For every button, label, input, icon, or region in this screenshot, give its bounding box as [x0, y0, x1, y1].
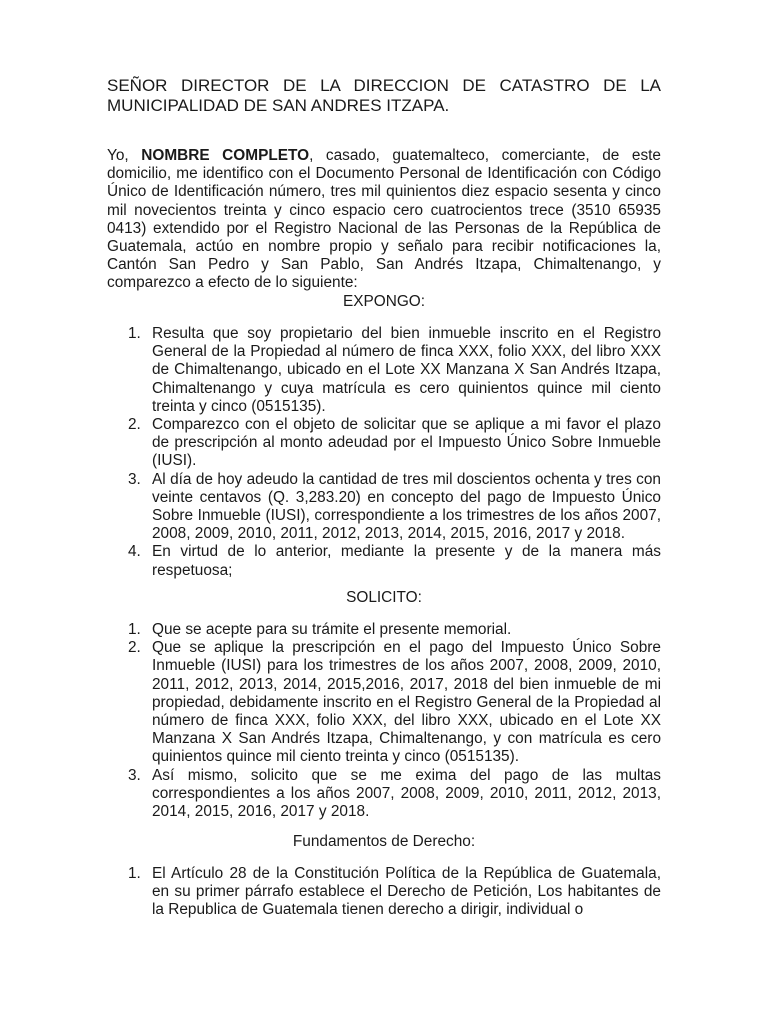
heading-line-1: SEÑOR DIRECTOR DE LA DIRECCION DE CATASTRO DE LA — [107, 76, 661, 95]
list-item — [107, 639, 661, 766]
list-item — [107, 325, 661, 416]
intro-prefix: Yo, — [107, 147, 142, 164]
list-item-number: 2. — [128, 639, 141, 657]
solicito-list — [107, 621, 661, 821]
document-heading — [107, 76, 661, 116]
list-item-number: 1. — [128, 325, 141, 342]
list-item-text: Comparezco con el objeto de solicitar que se aplique a mi favor el plazo de prescripción al monto adeudad por el Impuesto Único Sobre Inmueble (IUSI). — [152, 416, 661, 470]
expongo-list — [107, 325, 661, 580]
solicito-title: SOLICITO: — [346, 589, 422, 606]
fundamentos-title: Fundamentos de Derecho: — [292, 833, 476, 850]
list-item-text: Al día de hoy adeudo la cantidad de tres mil doscientos ochenta y tres con veinte centavos (Q. 3,283.20) en concepto del pago de Impuesto Único Sobre Inmueble (IUSI), correspondiente a los trimestres de los años 2007, 2008, 2009, 2010, 2011, 2012, 2013, 2014, 2015, 2016, 2017 y 2018. — [152, 470, 661, 543]
list-item-number: 4. — [128, 543, 141, 561]
list-item-text: En virtud de lo anterior, mediante la presente y de la manera más respetuosa; — [152, 543, 661, 579]
list-item-text: Así mismo, solicito que se me exima del pago de las multas correspondientes a los años 2007, 2008, 2009, 2010, 2011, 2012, 2013, 2014, 2015, 2016, 2017 y 2018. — [152, 766, 661, 821]
list-item — [107, 471, 661, 544]
list-item-number: 3. — [128, 766, 141, 784]
list-item-number: 2. — [128, 416, 141, 434]
intro-paragraph — [107, 147, 661, 293]
list-item-number: 1. — [128, 621, 141, 638]
expongo-title: EXPONGO: — [342, 293, 426, 310]
list-item — [107, 865, 661, 920]
intro-name: NOMBRE COMPLETO — [141, 147, 310, 164]
fundamentos-list — [107, 865, 661, 920]
list-item-text: Que se aplique la prescripción en el pago del Impuesto Único Sobre Inmueble (IUSI) para los trimestres de los años 2007, 2008, 2009, 2010, 2011, 2012, 2013, 2014, 2015,2016, 2017, 2018 del bien inmueble de mi propiedad, debidamente inscrito en el Registro General de la Propiedad al número de finca XXX, folio XXX, del libro XXX, ubicado en el Lote XX Manzana X San Andrés Itzapa, Chimaltenango, y con matrícula es cero quinientos quince mil ciento treinta y cinco (0515135). — [152, 639, 661, 766]
list-item-text: Resulta que soy propietario del bien inmueble inscrito en el Registro General de la Propiedad al número de finca XXX, folio XXX, del libro XXX de Chimaltenango, ubicado en el Lote XX Manzana X San Andrés Itzapa, Chimaltenango y cuya matrícula es cero quinientos quince mil ciento treinta y cinco (0515135). — [152, 325, 661, 415]
list-item — [107, 416, 661, 471]
intro-text: , casado, guatemalteco, comerciante, de este domicilio, me identifico con el Documento Personal de Identificación con Código Único de Identificación número, tres mil quinientos diez espacio sesenta y cinco mil novecientos treinta y cinco espacio cero cuatrocientos trece (3510 65935 0413) extendido por el Registro Nacional de las Personas de la República de Guatemala, actúo en nombre propio y señalo para recibir notificaciones la, Cantón San Pedro y San Pablo, San Andrés Itzapa, Chimaltenango, y comparezco a efecto de lo siguiente: — [107, 147, 661, 292]
list-item — [107, 543, 661, 579]
list-item — [107, 621, 661, 639]
list-item-text: Que se acepte para su trámite el presente memorial. — [152, 621, 512, 638]
list-item — [107, 767, 661, 822]
heading-line-2: MUNICIPALIDAD DE SAN ANDRES ITZAPA. — [107, 96, 450, 115]
list-item-number: 1. — [128, 865, 141, 882]
list-item-text: El Artículo 28 de la Constitución Política de la República de Guatemala, en su primer párrafo establece el Derecho de Petición, Los habitantes de la Republica de Guatemala tienen derecho a dirigir, individual o — [152, 865, 661, 919]
list-item-number: 3. — [128, 470, 141, 488]
